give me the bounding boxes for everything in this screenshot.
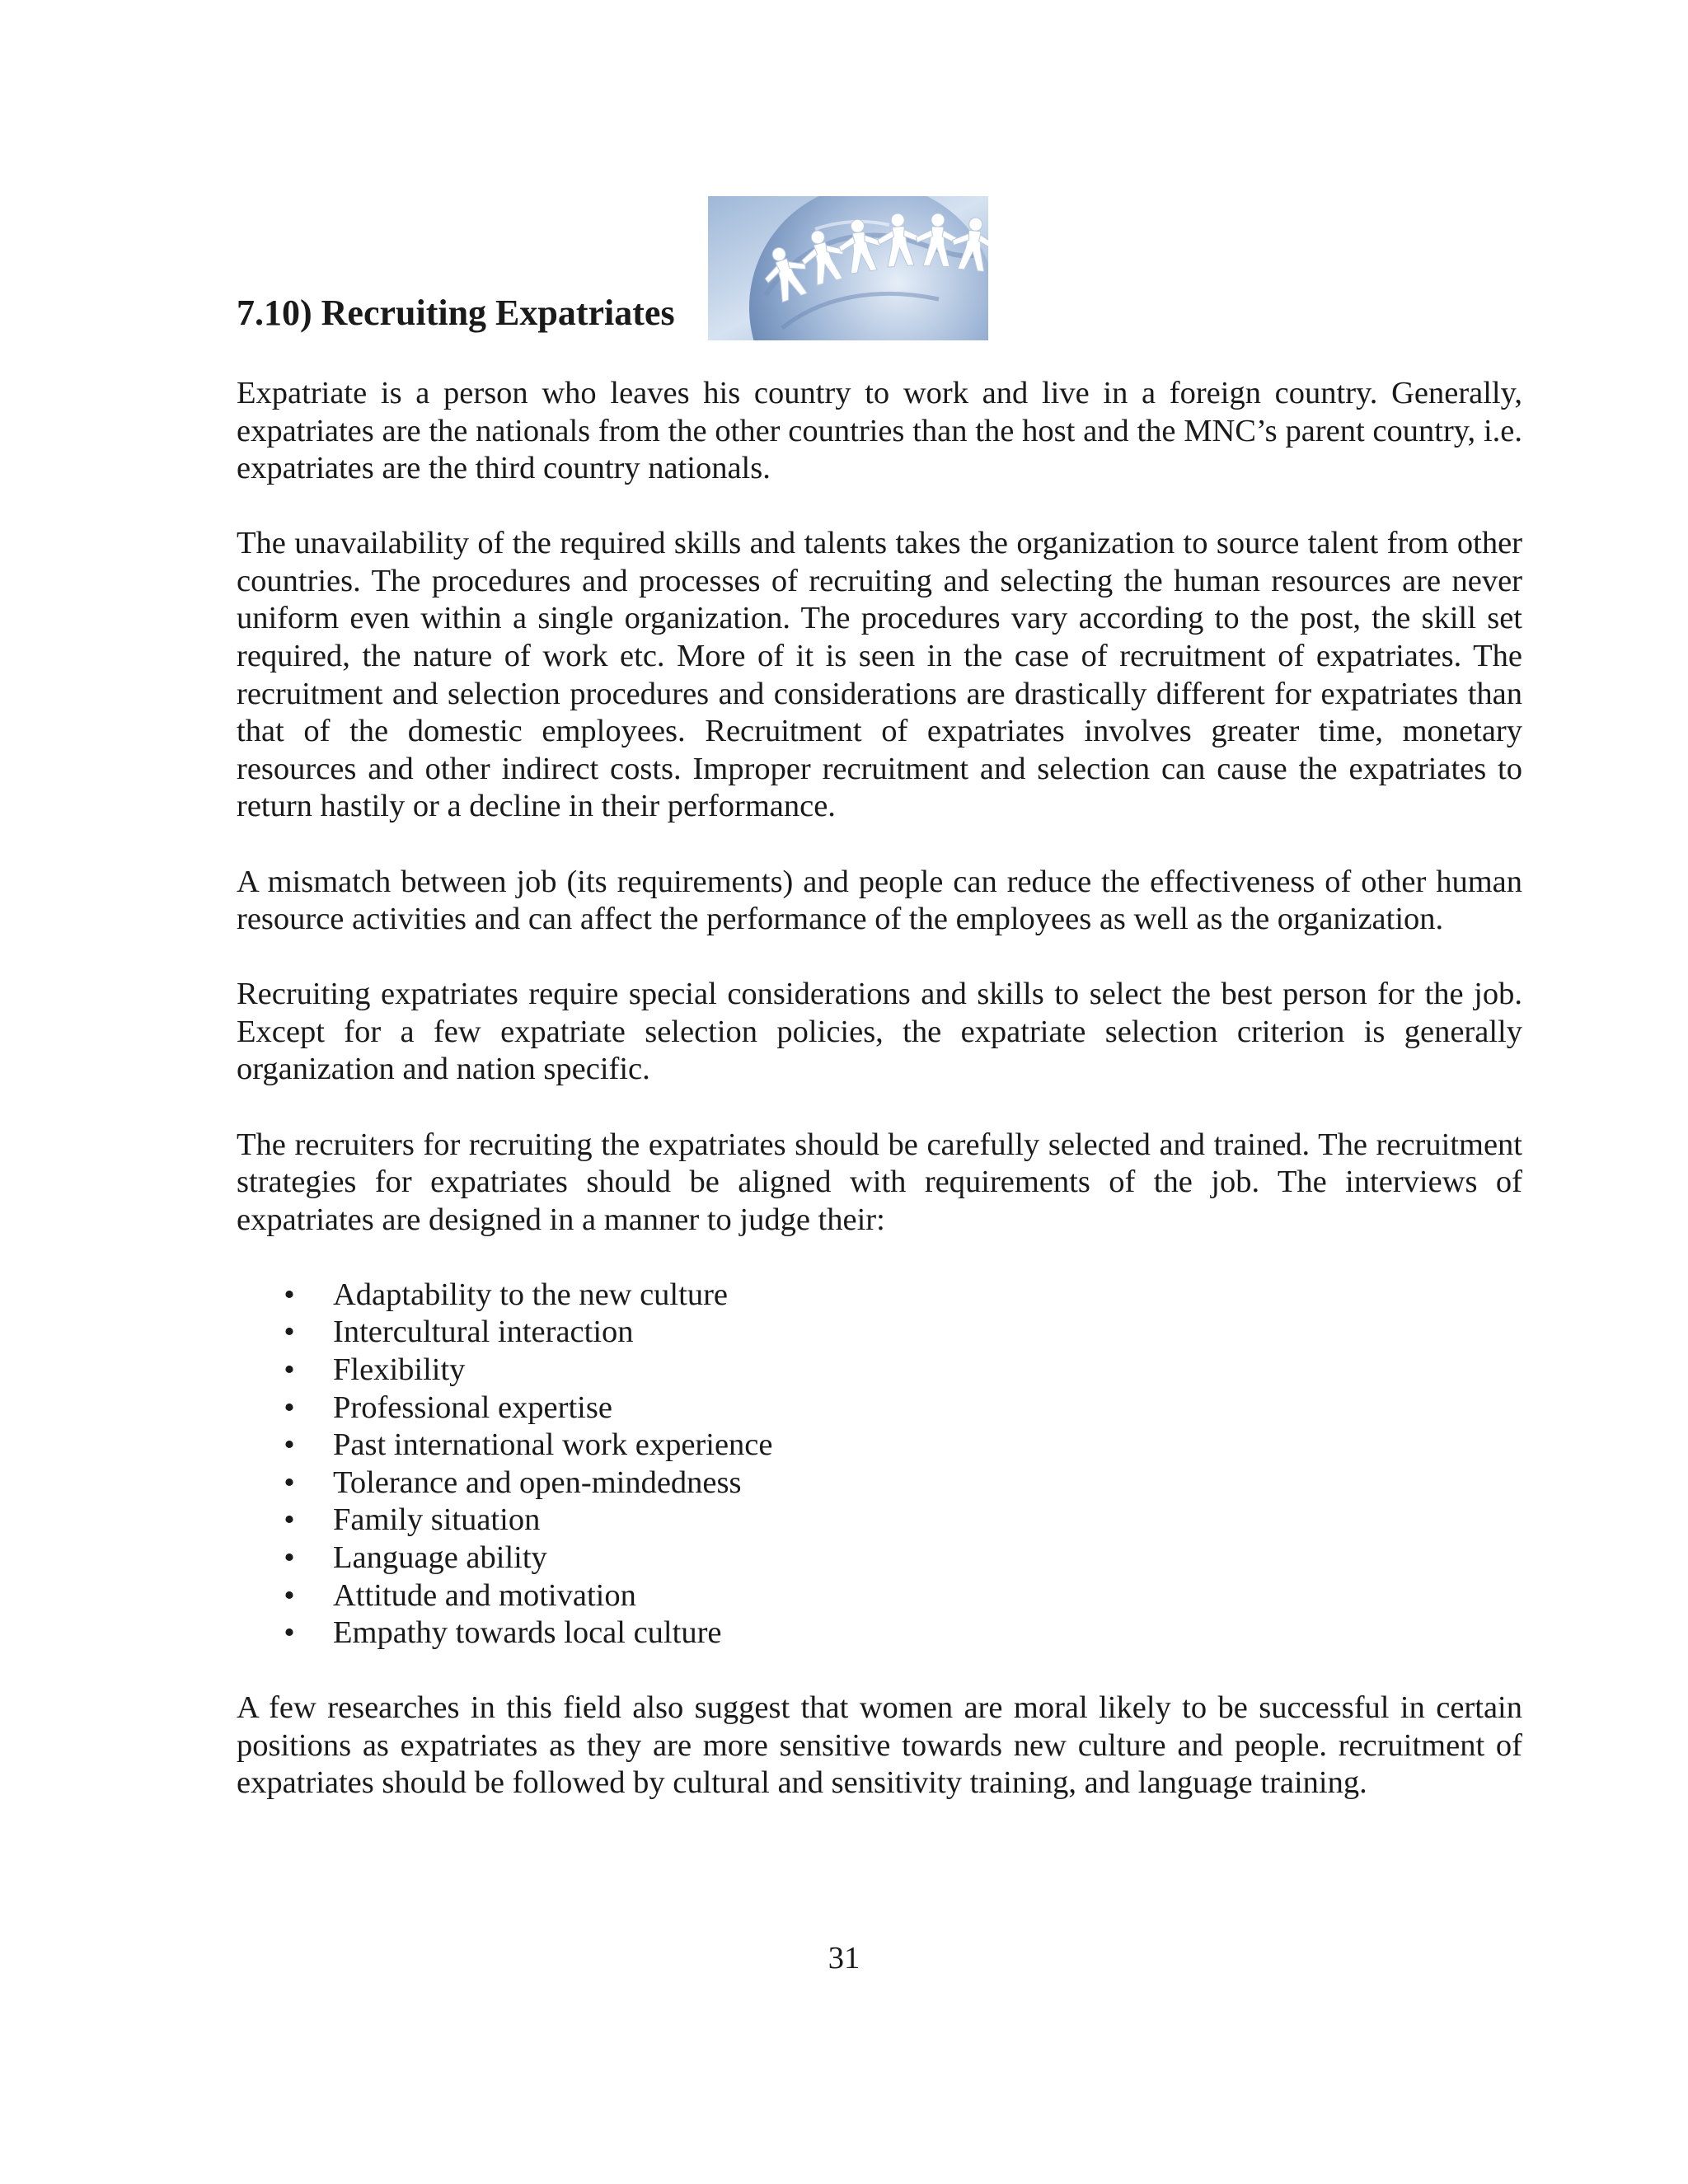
bullet-icon: • — [284, 1277, 295, 1312]
page-number: 31 — [828, 1941, 860, 1975]
bullet-icon: • — [284, 1615, 295, 1651]
list-item-text: Empathy towards local culture — [333, 1615, 722, 1651]
bullet-icon: • — [284, 1390, 295, 1425]
globe-people-chain-image — [708, 196, 988, 340]
paragraph: Recruiting expatriates require special considerations and skills to select the best person for the job. Except for a few expatriate selection policies, the expatriate selection criterion is generally organization and nation specific. — [237, 977, 1522, 1087]
list-item-text: Attitude and motivation — [333, 1577, 636, 1613]
paragraph: Expatriate is a person who leaves his country to work and live in a foreign country. Generally, expatriates are the nationals from the other countries than the host and the MNC’s parent country, i.e. expatriates are the third country nationals. — [237, 376, 1522, 486]
list-item — [237, 1540, 1522, 1577]
list-item-text: Language ability — [333, 1540, 547, 1575]
list-item-text: Professional expertise — [333, 1390, 612, 1425]
body-text — [237, 375, 1522, 1840]
bullet-icon: • — [284, 1352, 295, 1387]
list-item-text: Adaptability to the new culture — [333, 1277, 728, 1312]
bullet-icon: • — [284, 1465, 295, 1500]
paragraph: The unavailability of the required skills and talents takes the organization to source talent from other countries. The procedures and processes of recruiting and selecting the human resources are never uniform even within a single organization. The procedures vary according to the post, the skill set required, the nature of work etc. More of it is seen in the case of recruitment of expatriates. The recruitment and selection procedures and considerations are drastically different for expatriates than that of the domestic employees. Recruitment of expatriates involves greater time, monetary resources and other indirect costs. Improper recruitment and selection can cause the expatriates to return hastily or a decline in their performance. — [237, 526, 1522, 824]
section-heading-row — [237, 196, 1522, 340]
list-item — [237, 1465, 1522, 1502]
bullet-icon: • — [284, 1315, 295, 1350]
list-item-text: Past international work experience — [333, 1427, 773, 1463]
list-item-text: Family situation — [333, 1502, 541, 1538]
criteria-list — [237, 1277, 1522, 1652]
bullet-icon: • — [284, 1502, 295, 1538]
closing-paragraph: A few researches in this field also suggest that women are moral likely to be successful in certain positions as expatriates as they are more sensitive towards new culture and people. recruitment of expatriates should be followed by cultural and sensitivity training, and language training. — [237, 1690, 1522, 1801]
paragraph: A mismatch between job (its requirements) and people can reduce the effectiveness of other human resource activities and can affect the performance of the employees as well as the organization. — [237, 864, 1522, 937]
list-item — [237, 1427, 1522, 1465]
list-item — [237, 1390, 1522, 1427]
bullet-icon: • — [284, 1540, 295, 1575]
list-item — [237, 1352, 1522, 1390]
paragraph: The recruiters for recruiting the expatriates should be carefully selected and trained. The recruitment strategies for expatriates should be aligned with requirements of the job. The interviews of expatriates are designed in a manner to judge their: — [237, 1127, 1522, 1237]
bullet-icon: • — [284, 1427, 295, 1463]
bullet-icon: • — [284, 1577, 295, 1613]
list-item-text: Intercultural interaction — [333, 1315, 634, 1350]
list-item — [237, 1277, 1522, 1315]
list-item — [237, 1577, 1522, 1615]
list-item-text: Flexibility — [333, 1352, 466, 1387]
section-heading: 7.10) Recruiting Expatriates — [237, 293, 675, 333]
list-item — [237, 1314, 1522, 1352]
list-item — [237, 1502, 1522, 1540]
list-item-text: Tolerance and open-mindedness — [333, 1465, 742, 1500]
list-item — [237, 1615, 1522, 1652]
